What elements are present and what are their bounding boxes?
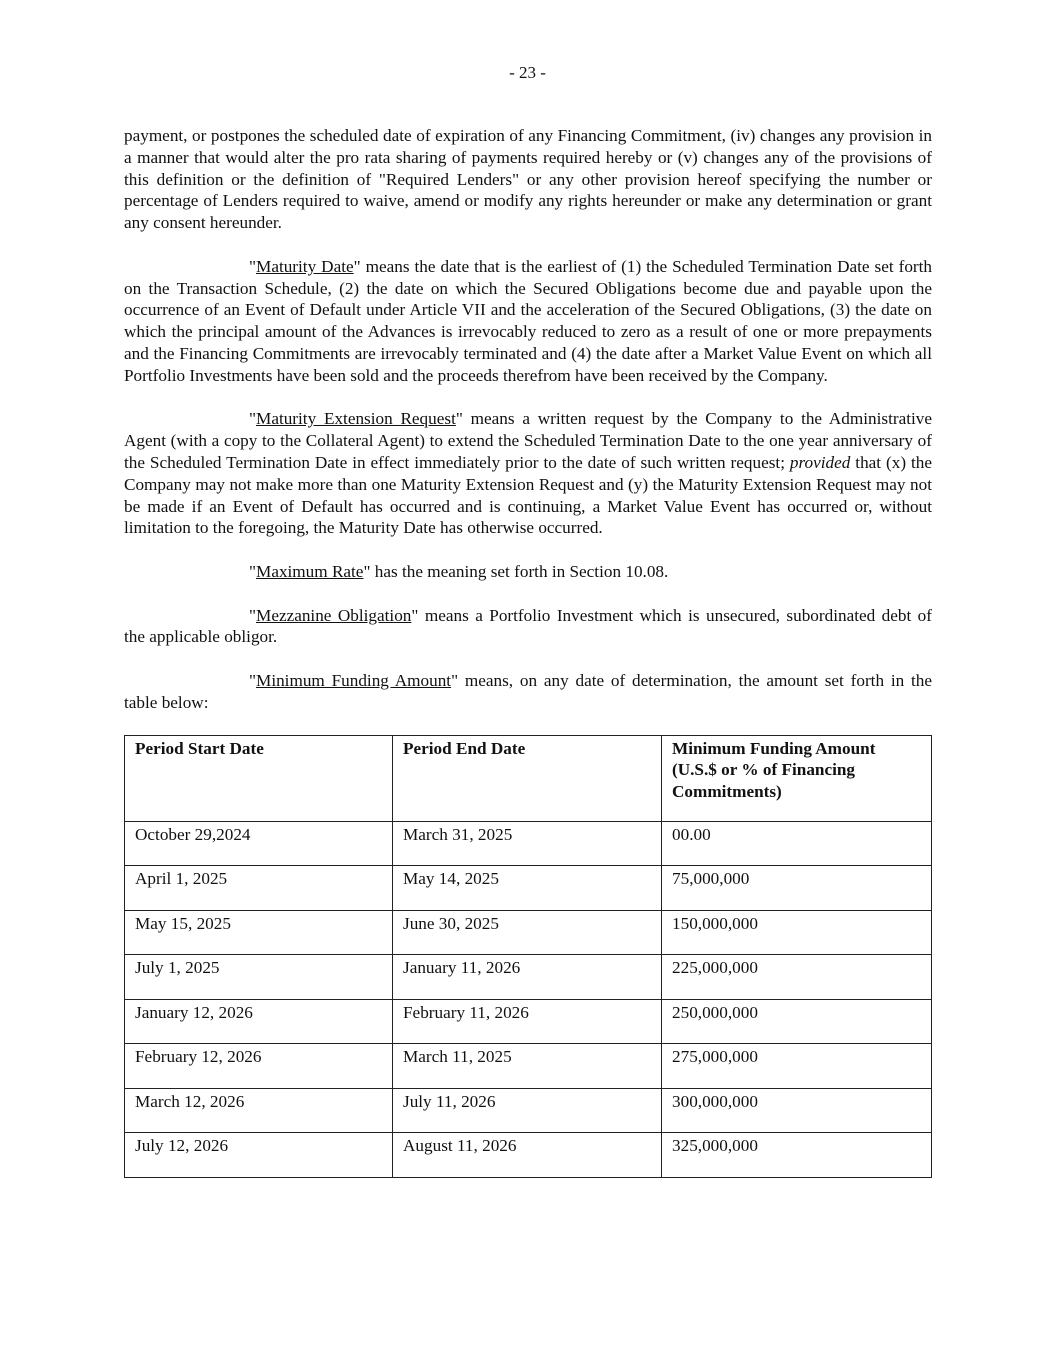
cell-amount: 325,000,000 [662,1133,932,1178]
cell-amount: 250,000,000 [662,999,932,1044]
header-minimum-funding-amount: Minimum Funding Amount (U.S.$ or % of Financing Commitments) [662,735,932,821]
table-row [125,910,932,955]
cell-amount: 300,000,000 [662,1088,932,1133]
definition-maximum-rate: "Maximum Rate" has the meaning set forth in Section 10.08. [249,561,669,581]
definition-mezzanine-obligation: "Mezzanine Obligation" means a Portfolio Investment which is unsecured, subordinated debt of the applicable obligor. [124,605,933,647]
cell-end-date: March 31, 2025 [393,821,662,866]
definition-text: " means the date that is the earliest of (1) the Scheduled Termination Date set forth on the Transaction Schedule, (2) the date on which the Secured Obligations become due and payable upon the occurrence of an Event of Default under Article VII and the acceleration of the Secured Obligations, (3) the date on which the principal amount of the Advances is irrevocably reduced to zero as a result of one or more prepayments and the Financing Commitments are irrevocably terminated and (4) the date after a Market Value Event on which all Portfolio Investments have been sold and the proceeds therefrom have been received by the Company. [124,256,933,385]
document-body [124,125,932,1178]
cell-amount: 75,000,000 [662,866,932,911]
definition-text: " has the meaning set forth in Section 10.08. [363,561,669,581]
header-period-start-date: Period Start Date [125,735,393,821]
header-period-end-date: Period End Date [393,735,662,821]
table-header-row [125,735,932,821]
cell-end-date: August 11, 2026 [393,1133,662,1178]
paragraph-continuation: payment, or postpones the scheduled date of expiration of any Financing Commitment, (iv) changes any provision in a manner that would alter the pro rata sharing of payments required hereby or (v) changes any of the provisions of this definition or the definition of "Required Lenders" or any other provision hereof specifying the number or percentage of Lenders required to waive, amend or modify any rights hereunder or make any determination or grant any consent hereunder. [124,126,932,233]
cell-start-date: July 12, 2026 [125,1133,393,1178]
cell-amount: 225,000,000 [662,955,932,1000]
cell-end-date: June 30, 2025 [393,910,662,955]
table-row [125,955,932,1000]
cell-end-date: February 11, 2026 [393,999,662,1044]
definition-minimum-funding-amount: "Minimum Funding Amount" means, on any date of determination, the amount set forth in the table below: [124,670,932,712]
defined-term: Mezzanine Obligation [256,605,412,625]
cell-end-date: March 11, 2025 [393,1044,662,1089]
defined-term: Maturity Date [256,256,354,276]
cell-amount: 150,000,000 [662,910,932,955]
cell-start-date: July 1, 2025 [125,955,393,1000]
table-row [125,1133,932,1178]
cell-start-date: January 12, 2026 [125,999,393,1044]
cell-start-date: February 12, 2026 [125,1044,393,1089]
cell-amount: 275,000,000 [662,1044,932,1089]
definition-italic-text: provided [789,452,851,472]
cell-start-date: October 29,2024 [125,821,393,866]
table-row [125,1044,932,1089]
minimum-funding-table [124,735,932,1178]
definition-text: " means, on any date of determination, the amount set forth in the table below: [124,670,932,712]
cell-start-date: March 12, 2026 [125,1088,393,1133]
cell-end-date: July 11, 2026 [393,1088,662,1133]
table-row [125,821,932,866]
definition-text: " means a written request by the Company to the Administrative Agent (with a copy to the Collateral Agent) to extend the Scheduled Termination Date to the one year anniversary of the Scheduled Termination Date in effect immediately prior to the date of such written request; [124,409,932,472]
defined-term: Maturity Extension Request [256,409,456,429]
cell-end-date: January 11, 2026 [393,955,662,1000]
defined-term: Maximum Rate [256,561,364,581]
table-row [125,866,932,911]
definition-maturity-extension-request: "Maturity Extension Request" means a written request by the Company to the Administrative Agent (with a copy to the Collateral Agent) to extend the Scheduled Termination Date to the one year anniversary of the Scheduled Termination Date in effect immediately prior to the date of such written request; provided that (x) the Company may not make more than one Maturity Extension Request and (y) the Maturity Extension Request may not be made if an Event of Default has occurred and is continuing, a Market Value Event has occurred or, without limitation to the foregoing, the Maturity Date has otherwise occurred. [124,409,932,538]
table-row [125,1088,932,1133]
cell-start-date: April 1, 2025 [125,866,393,911]
cell-amount: 00.00 [662,821,932,866]
page-number: - 23 - [509,63,546,82]
cell-end-date: May 14, 2025 [393,866,662,911]
cell-start-date: May 15, 2025 [125,910,393,955]
definition-text: " means a Portfolio Investment which is unsecured, subordinated debt of the applicable obligor. [124,605,933,647]
definition-text: that (x) the Company may not make more than one Maturity Extension Request and (y) the Maturity Extension Request may not be made if an Event of Default has occurred and is continuing, a Market Value Event has occurred or, without limitation to the foregoing, the Maturity Date has otherwise occurred. [124,452,932,538]
defined-term: Minimum Funding Amount [256,670,452,690]
definition-maturity-date: "Maturity Date" means the date that is the earliest of (1) the Scheduled Termination Date set forth on the Transaction Schedule, (2) the date on which the Secured Obligations become due and payable upon the occurrence of an Event of Default under Article VII and the acceleration of the Secured Obligations, (3) the date on which the principal amount of the Advances is irrevocably reduced to zero as a result of one or more prepayments and the Financing Commitments are irrevocably terminated and (4) the date after a Market Value Event on which all Portfolio Investments have been sold and the proceeds therefrom have been received by the Company. [124,256,933,385]
table-row [125,999,932,1044]
